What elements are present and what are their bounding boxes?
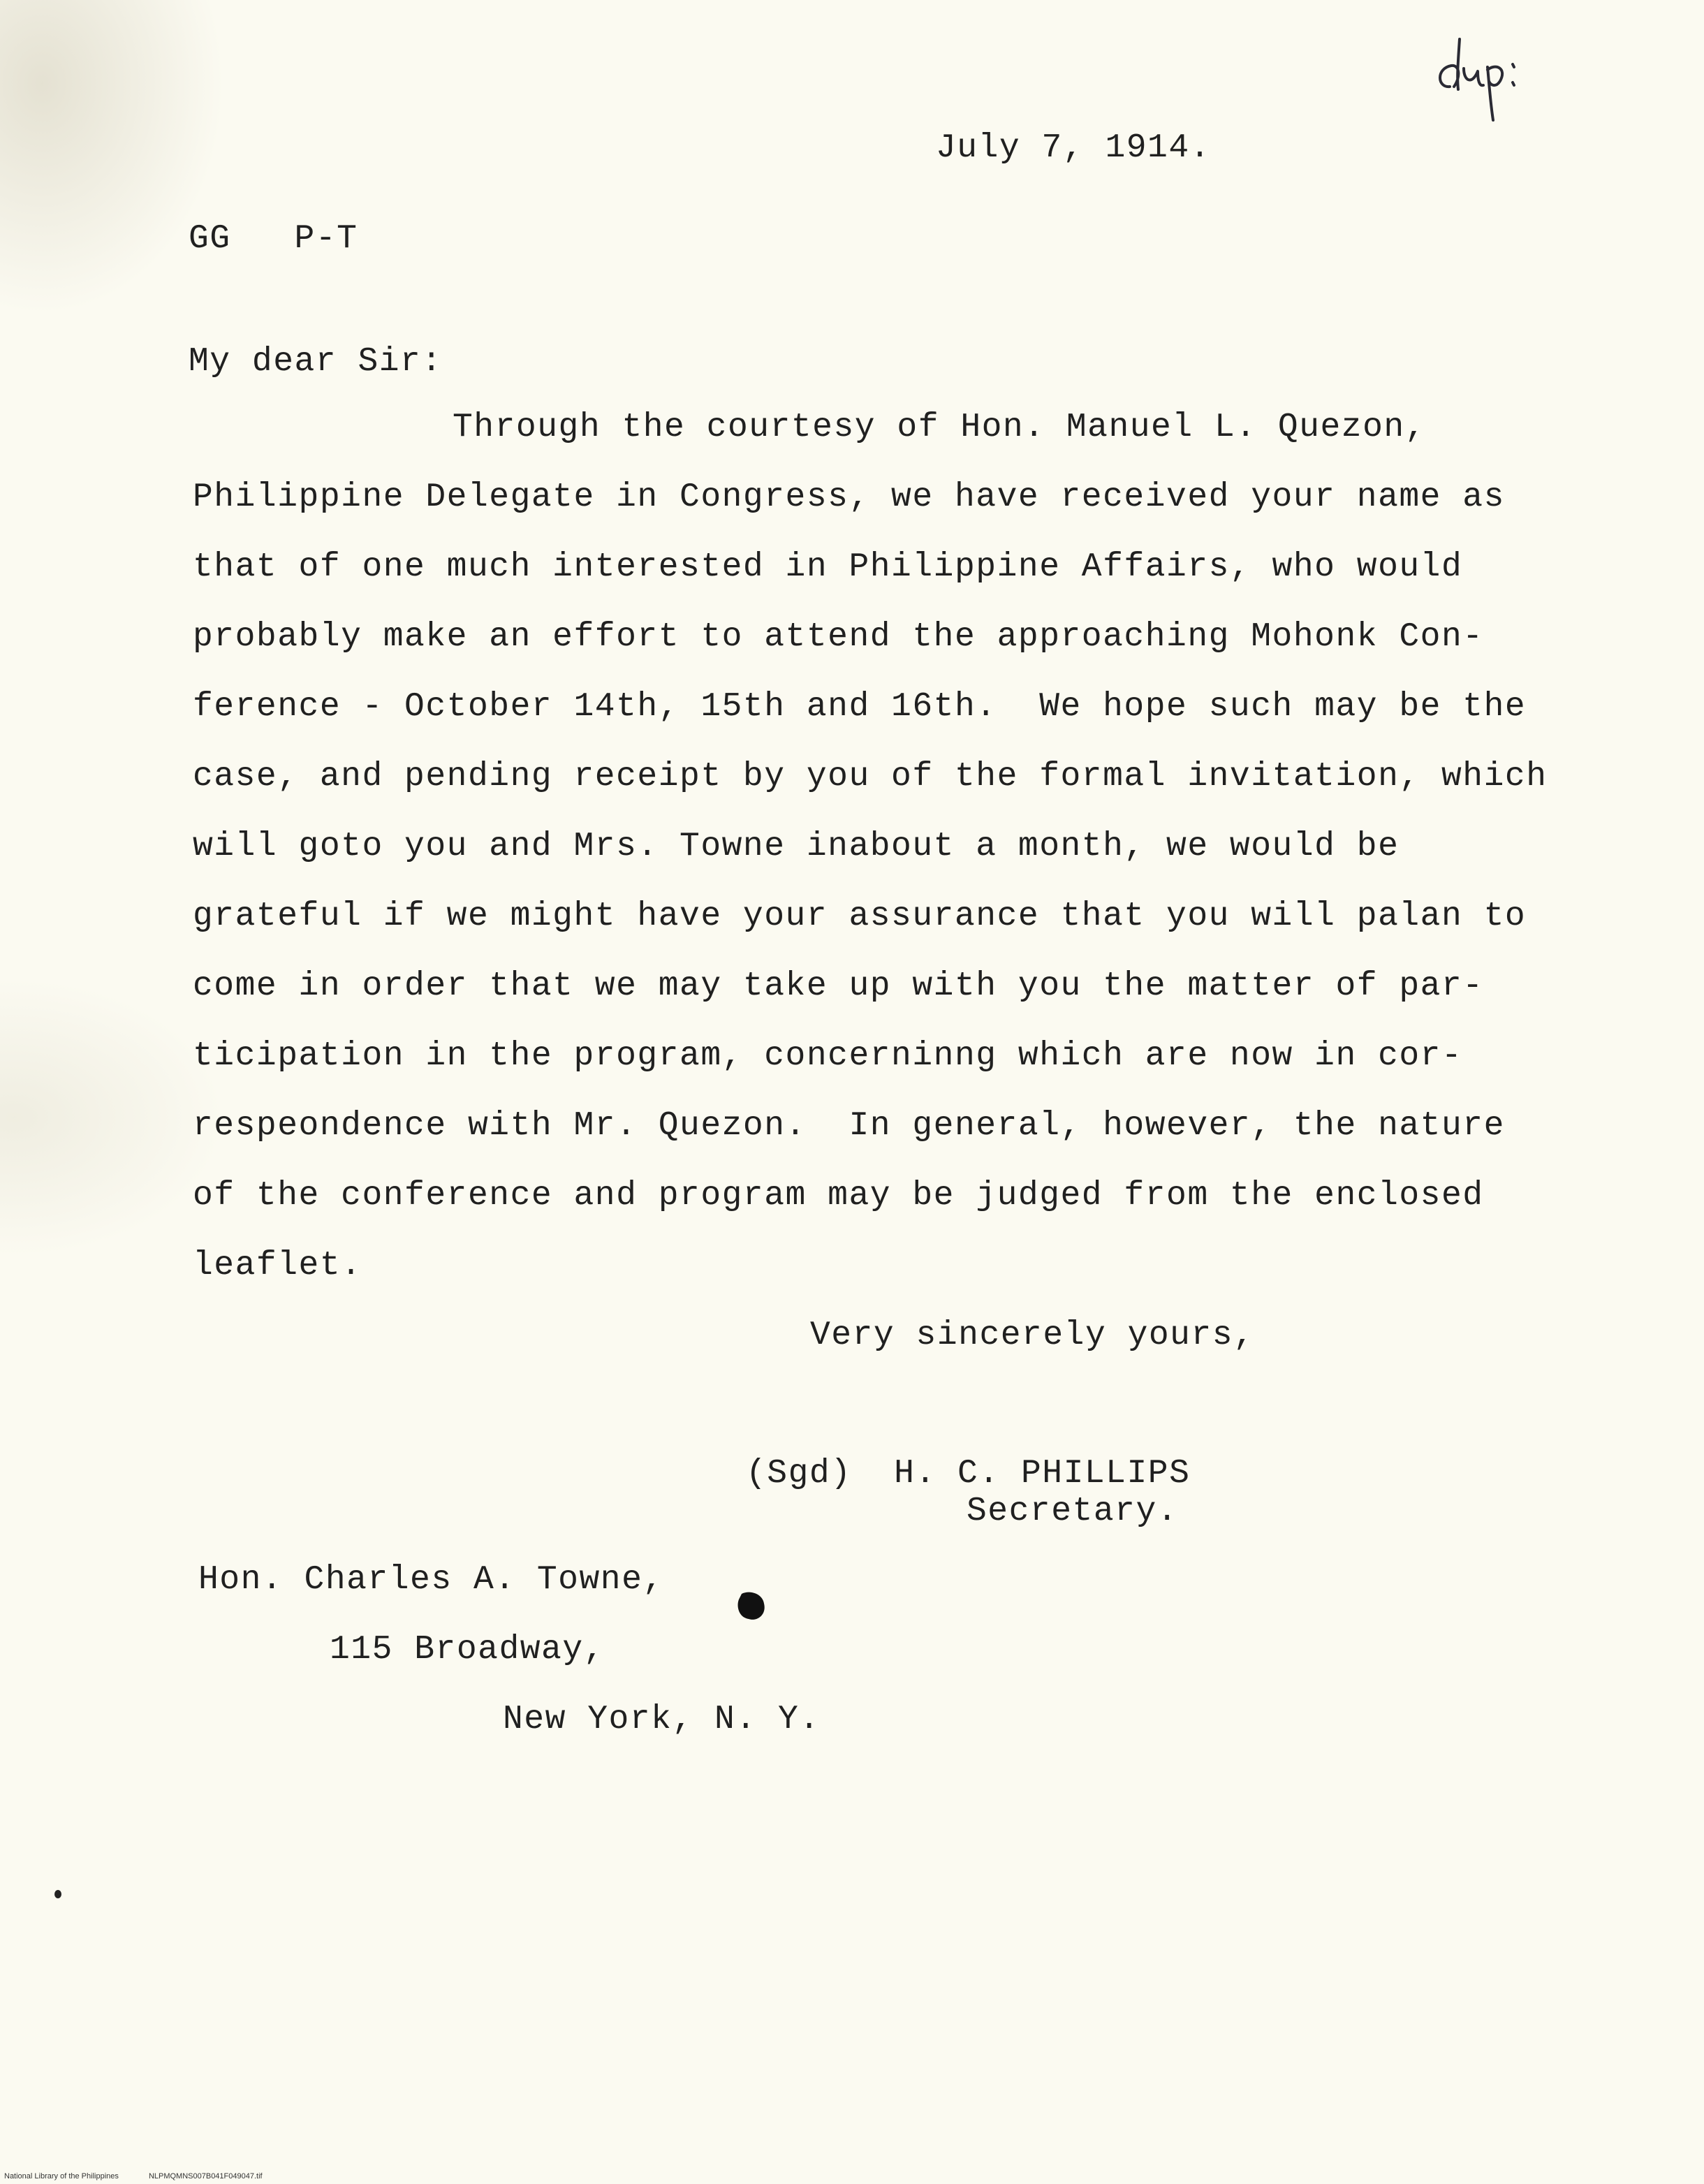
recipient-city: New York, N. Y. — [503, 1701, 821, 1738]
body-line: will goto you and Mrs. Towne inabout a month, we would be — [193, 828, 1400, 865]
closing: Very sincerely yours, — [810, 1317, 1255, 1354]
footer-institution: National Library of the Philippines — [4, 2172, 119, 2181]
handwritten-dup-annotation — [1423, 25, 1528, 130]
signature-title: Secretary. — [967, 1493, 1179, 1530]
signature-line: (Sgd) H. C. PHILLIPS — [746, 1455, 1191, 1493]
body-line: leaflet. — [193, 1247, 362, 1284]
salutation: My dear Sir: — [189, 343, 443, 381]
letter-date: July 7, 1914. — [936, 129, 1211, 167]
body-line: come in order that we may take up with you the matter of par- — [193, 967, 1484, 1005]
ink-speck — [53, 1889, 63, 1900]
body-line: grateful if we might have your assurance that you will palan to — [193, 897, 1527, 935]
footer-file-id: NLPMQMNS007B041F049047.tif — [148, 2172, 263, 2181]
body-line: respeondence with Mr. Quezon. In general, however, the nature — [193, 1107, 1505, 1145]
body-line: of the conference and program may be judged from the enclosed — [193, 1177, 1484, 1215]
scan-footer — [4, 2172, 291, 2181]
body-line: ticipation in the program, concerninng which are now in cor- — [193, 1037, 1463, 1075]
body-line: case, and pending receipt by you of the formal invitation, which — [193, 758, 1548, 796]
ink-blot — [736, 1590, 767, 1623]
recipient-street: 115 Broadway, — [330, 1631, 605, 1669]
recipient-name: Hon. Charles A. Towne, — [198, 1561, 664, 1599]
body-line: that of one much interested in Philippine Affairs, who would — [193, 548, 1463, 586]
body-line: Through the courtesy of Hon. Manuel L. Quezon, — [453, 409, 1427, 446]
body-line: Philippine Delegate in Congress, we have received your name as — [193, 478, 1505, 516]
reference-code: GG P-T — [189, 220, 358, 258]
body-line: probably make an effort to attend the approaching Mohonk Con- — [193, 618, 1484, 656]
body-line: ference - October 14th, 15th and 16th. We hope such may be the — [193, 688, 1527, 726]
